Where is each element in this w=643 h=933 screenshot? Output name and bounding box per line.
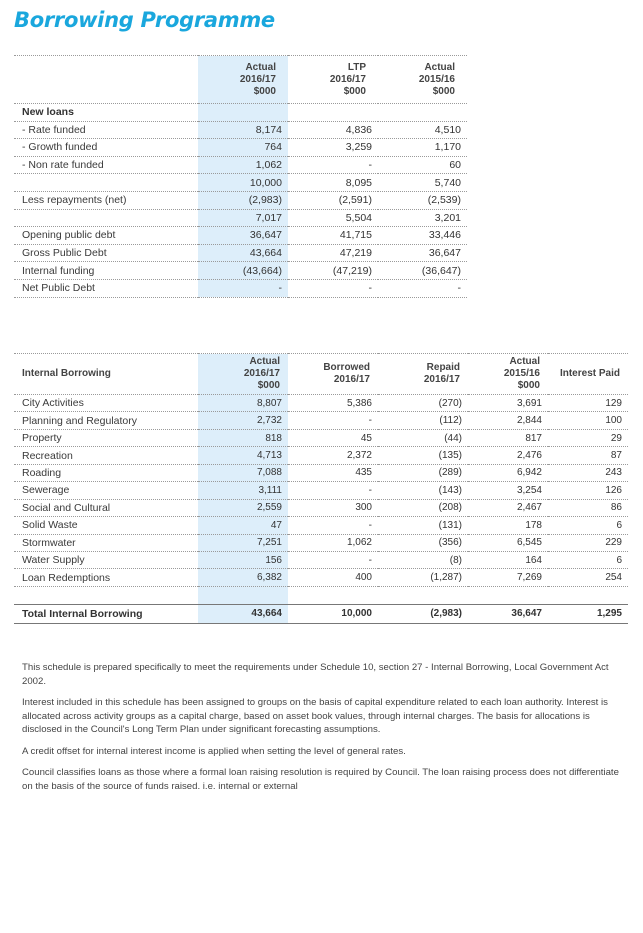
cell-value: 7,088: [198, 464, 288, 481]
row-label: - Non rate funded: [14, 156, 198, 174]
cell-value: (2,591): [288, 191, 378, 209]
cell-value: 86: [548, 499, 628, 516]
row-label: Water Supply: [14, 551, 198, 568]
cell-value: 178: [468, 517, 548, 534]
table-row: [14, 499, 628, 516]
cell-value: 47,219: [288, 244, 378, 262]
cell-value: (1,287): [378, 569, 468, 586]
cell-value: 10,000: [198, 174, 288, 192]
cell-value: (2,983): [198, 191, 288, 209]
cell-value: 6: [548, 517, 628, 534]
cell-value: (143): [378, 482, 468, 499]
cell-value: -: [288, 279, 378, 297]
cell-value: 435: [288, 464, 378, 481]
row-label: Net Public Debt: [14, 279, 198, 297]
cell-value: 6,545: [468, 534, 548, 551]
cell-value: 10,000: [288, 604, 378, 623]
cell-value: 8,174: [198, 121, 288, 139]
cell-value: (43,664): [198, 262, 288, 280]
table-row: [14, 156, 467, 174]
cell-value: 243: [548, 464, 628, 481]
table-row: [14, 209, 467, 227]
row-label: - Rate funded: [14, 121, 198, 139]
column-header: Actual 2016/17 $000: [198, 56, 288, 104]
cell-value: 33,446: [378, 227, 467, 245]
table-row: [14, 517, 628, 534]
cell-value: 3,201: [378, 209, 467, 227]
table-row: [14, 534, 628, 551]
section-label: New loans: [14, 104, 198, 122]
cell-value: 1,295: [548, 604, 628, 623]
cell-value: (47,219): [288, 262, 378, 280]
cell-value: 43,664: [198, 604, 288, 623]
page-title: Borrowing Programme: [14, 8, 275, 32]
column-header: Internal Borrowing: [14, 354, 198, 395]
row-label: Recreation: [14, 447, 198, 464]
row-label: Social and Cultural: [14, 499, 198, 516]
cell-value: 2,476: [468, 447, 548, 464]
cell-value: 400: [288, 569, 378, 586]
cell-value: 764: [198, 139, 288, 157]
note-paragraph: This schedule is prepared specifically to meet the requirements under Schedule 10, section 27 - Internal Borrowing, Local Government Act 2002.: [22, 662, 609, 687]
cell-value: 254: [548, 569, 628, 586]
table-row: [14, 262, 467, 280]
column-header: Repaid 2016/17: [378, 354, 468, 395]
cell-value: 818: [198, 429, 288, 446]
cell-value: 300: [288, 499, 378, 516]
cell-value: 5,386: [288, 395, 378, 412]
cell-value: (135): [378, 447, 468, 464]
cell-value: 3,254: [468, 482, 548, 499]
cell-value: -: [288, 156, 378, 174]
cell-value: (2,539): [378, 191, 467, 209]
table-section-row: [14, 104, 467, 122]
table-row: [14, 412, 628, 429]
cell-value: 4,836: [288, 121, 378, 139]
row-label: - Growth funded: [14, 139, 198, 157]
cell-value: 5,740: [378, 174, 467, 192]
table-row: [14, 395, 628, 412]
row-label: Total Internal Borrowing: [14, 604, 198, 623]
table-row: [14, 174, 467, 192]
cell-value: 8,095: [288, 174, 378, 192]
cell-value: 6: [548, 551, 628, 568]
cell-value: 7,251: [198, 534, 288, 551]
cell-value: 100: [548, 412, 628, 429]
table-row: [14, 121, 467, 139]
borrowing-programme-table: [14, 55, 467, 298]
notes-section: [22, 661, 622, 801]
row-label: Solid Waste: [14, 517, 198, 534]
cell-value: 6,942: [468, 464, 548, 481]
cell-value: (270): [378, 395, 468, 412]
table-row: [14, 191, 467, 209]
cell-value: (8): [378, 551, 468, 568]
row-label: Roading: [14, 464, 198, 481]
row-label: Opening public debt: [14, 227, 198, 245]
cell-value: (36,647): [378, 262, 467, 280]
column-header: [14, 56, 198, 104]
cell-value: 8,807: [198, 395, 288, 412]
row-label: [14, 209, 198, 227]
cell-value: (112): [378, 412, 468, 429]
note-paragraph: A credit offset for internal interest income is applied when setting the level of general rates.: [22, 745, 406, 757]
column-header: LTP 2016/17 $000: [288, 56, 378, 104]
column-header: Interest Paid: [548, 354, 628, 395]
note-paragraph: Interest included in this schedule has been assigned to groups on the basis of capital expenditure related to each loan authority. Interest is allocated across activity groups as a capital charge, based on asset book values, through internal charges. The basis for allocations is disclosed in the Council's Long Term Plan under significant forecasting assumptions.: [22, 697, 608, 735]
table-row: [14, 139, 467, 157]
table-row: [14, 482, 628, 499]
row-label: Stormwater: [14, 534, 198, 551]
table-row: [14, 244, 467, 262]
table-row: [14, 447, 628, 464]
table-row: [14, 279, 467, 297]
cell-value: 5,504: [288, 209, 378, 227]
table-header-row: [14, 354, 628, 395]
cell-value: 2,559: [198, 499, 288, 516]
cell-value: -: [378, 279, 467, 297]
cell-value: 129: [548, 395, 628, 412]
table-row: [14, 227, 467, 245]
table-row: [14, 429, 628, 446]
cell-value: 164: [468, 551, 548, 568]
cell-value: 1,170: [378, 139, 467, 157]
row-label: Property: [14, 429, 198, 446]
cell-value: 43,664: [198, 244, 288, 262]
cell-value: 156: [198, 551, 288, 568]
cell-value: -: [198, 279, 288, 297]
row-label: [14, 174, 198, 192]
cell-value: 6,382: [198, 569, 288, 586]
row-label: Planning and Regulatory: [14, 412, 198, 429]
cell-value: 229: [548, 534, 628, 551]
cell-value: 4,713: [198, 447, 288, 464]
table-header-row: [14, 56, 467, 104]
cell-value: -: [288, 551, 378, 568]
cell-value: 87: [548, 447, 628, 464]
cell-value: (131): [378, 517, 468, 534]
cell-value: 3,259: [288, 139, 378, 157]
cell-value: 60: [378, 156, 467, 174]
cell-value: 1,062: [288, 534, 378, 551]
cell-value: (356): [378, 534, 468, 551]
cell-value: 1,062: [198, 156, 288, 174]
total-row: [14, 604, 628, 623]
cell-value: 4,510: [378, 121, 467, 139]
cell-value: -: [288, 412, 378, 429]
cell-value: (208): [378, 499, 468, 516]
row-label: Sewerage: [14, 482, 198, 499]
cell-value: 47: [198, 517, 288, 534]
cell-value: 36,647: [468, 604, 548, 623]
internal-borrowing-table: [14, 353, 628, 624]
cell-value: 817: [468, 429, 548, 446]
cell-value: 7,269: [468, 569, 548, 586]
column-header: Actual 2015/16 $000: [378, 56, 467, 104]
cell-value: 2,844: [468, 412, 548, 429]
cell-value: 36,647: [198, 227, 288, 245]
table-row: [14, 551, 628, 568]
cell-value: 29: [548, 429, 628, 446]
cell-value: 2,372: [288, 447, 378, 464]
column-header: Actual 2015/16 $000: [468, 354, 548, 395]
cell-value: 36,647: [378, 244, 467, 262]
cell-value: 2,467: [468, 499, 548, 516]
cell-value: 7,017: [198, 209, 288, 227]
cell-value: 45: [288, 429, 378, 446]
cell-value: (289): [378, 464, 468, 481]
cell-value: (44): [378, 429, 468, 446]
cell-value: 126: [548, 482, 628, 499]
row-label: Gross Public Debt: [14, 244, 198, 262]
cell-value: (2,983): [378, 604, 468, 623]
cell-value: 3,691: [468, 395, 548, 412]
table-row: [14, 464, 628, 481]
spacer-row: [14, 586, 628, 604]
cell-value: 3,111: [198, 482, 288, 499]
cell-value: 41,715: [288, 227, 378, 245]
note-paragraph: Council classifies loans as those where a formal loan raising resolution is required by Council. The loan raising process does not differentiate on the basis of the source of funds raised. i.e. internal or external: [22, 767, 619, 792]
row-label: Internal funding: [14, 262, 198, 280]
cell-value: -: [288, 517, 378, 534]
cell-value: -: [288, 482, 378, 499]
table-row: [14, 569, 628, 586]
cell-value: 2,732: [198, 412, 288, 429]
row-label: Less repayments (net): [14, 191, 198, 209]
row-label: City Activities: [14, 395, 198, 412]
column-header: Actual 2016/17 $000: [198, 354, 288, 395]
row-label: Loan Redemptions: [14, 569, 198, 586]
column-header: Borrowed 2016/17: [288, 354, 378, 395]
